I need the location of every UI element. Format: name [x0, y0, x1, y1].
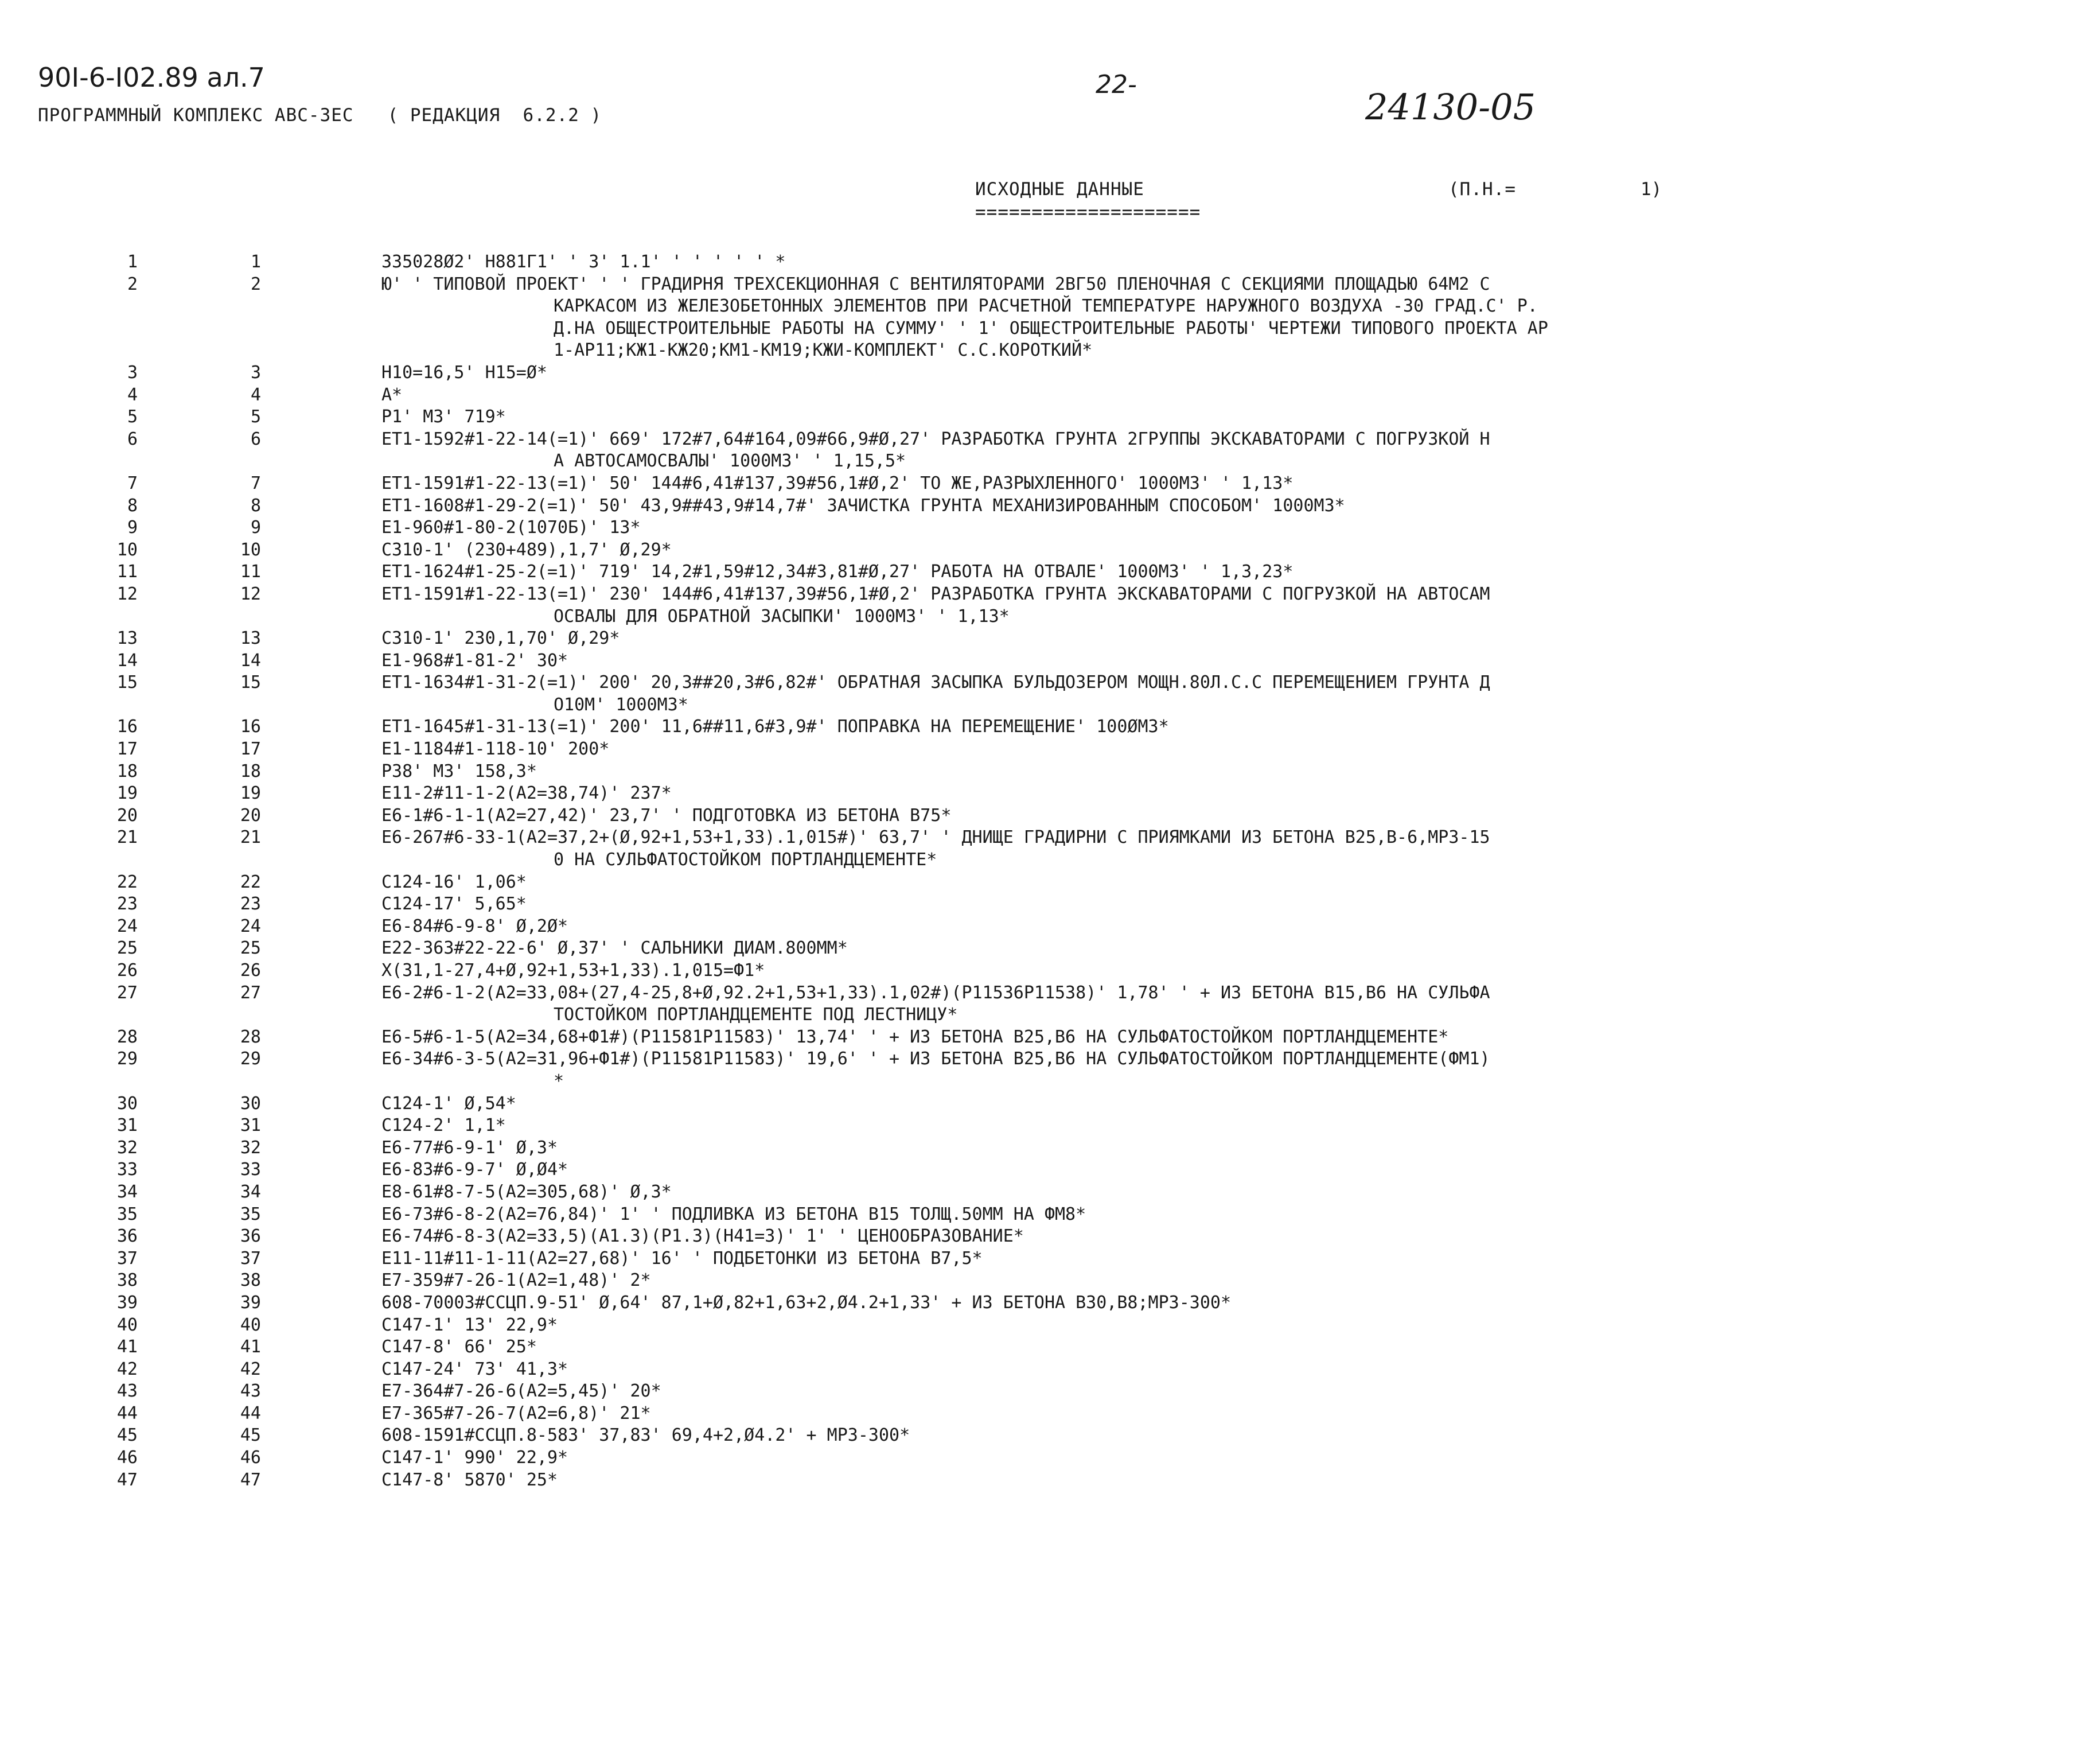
row-content	[381, 783, 2068, 805]
row-text-line: Р38' М3' 158,3*	[381, 761, 537, 781]
row-continuation-line: *	[554, 1071, 564, 1091]
row-content	[381, 1159, 2068, 1181]
row-card-number: 31	[240, 1115, 261, 1136]
listing-row	[0, 1425, 2100, 1447]
row-text-line: Ю' ' ТИПОВОЙ ПРОЕКТ' ' ' ГРАДИРНЯ ТРЕХСЕКЦИОННАЯ С ВЕНТИЛЯТОРАМИ 2ВГ50 ПЛЕНОЧНАЯ С СЕКЦИЯМИ ПЛОЩАДЬЮ 64М2 С	[381, 274, 1490, 294]
page-number-value: 1)	[1641, 179, 1662, 200]
row-text-line: Е6-34#6-3-5(А2=31,96+Ф1#)(Р11581Р11583)' 19,6' ' + ИЗ БЕТОНА В25,В6 НА СУЛЬФАТОСТОЙКОМ ПОРТЛАНДЦЕМЕНТЕ(ФМ1)	[381, 1049, 1490, 1069]
row-card-number: 6	[250, 429, 261, 449]
listing-row	[0, 672, 2100, 716]
row-text-line: Е7-365#7-26-7(А2=6,8)' 21*	[381, 1403, 651, 1423]
listing-row	[0, 584, 2100, 628]
row-card-number: 32	[240, 1137, 261, 1158]
row-sequence-number: 44	[116, 1403, 138, 1423]
row-card-number: 37	[240, 1248, 261, 1269]
row-card-number: 8	[250, 495, 261, 516]
row-content	[381, 1469, 2068, 1492]
row-sequence-number: 40	[116, 1314, 138, 1335]
listing-row	[0, 1181, 2100, 1204]
row-card-number: 40	[240, 1314, 261, 1335]
section-title-underline: ====================	[975, 202, 1201, 223]
listing-row	[0, 1159, 2100, 1181]
listing-row	[0, 274, 2100, 362]
row-text-line: С124-1' Ø,54*	[381, 1093, 516, 1114]
listing-row	[0, 539, 2100, 562]
row-card-number: 20	[240, 805, 261, 826]
listing-row	[0, 1336, 2100, 1359]
row-text-line: Е7-364#7-26-6(А2=5,45)' 20*	[381, 1381, 661, 1402]
listing-row	[0, 251, 2100, 274]
row-sequence-number: 31	[116, 1115, 138, 1136]
row-card-number: 36	[240, 1226, 261, 1247]
row-card-number: 19	[240, 783, 261, 804]
row-text-line: Р1' М3' 719*	[381, 407, 506, 427]
handwritten-stamp: 24130-05	[1365, 86, 1536, 128]
row-text-line: С310-1' 230,1,70' Ø,29*	[381, 628, 620, 649]
row-sequence-number: 18	[116, 761, 138, 781]
row-text-line: С147-1' 990' 22,9*	[381, 1448, 568, 1468]
row-card-number: 5	[250, 407, 261, 427]
row-sequence-number: 32	[116, 1137, 138, 1158]
row-card-number: 17	[240, 739, 261, 760]
row-content	[381, 384, 2068, 407]
listing-row	[0, 827, 2100, 871]
row-continuation-line: ОСВАЛЫ ДЛЯ ОБРАТНОЙ ЗАСЫПКИ' 1000М3' ' 1,13*	[554, 606, 1010, 627]
row-content	[381, 539, 2068, 562]
row-text-line: ЕТ1-1592#1-22-14(=1)' 669' 172#7,64#164,09#66,9#Ø,27' РАЗРАБОТКА ГРУНТА 2ГРУППЫ ЭКСКАВАТОРАМИ С ПОГРУЗКОЙ Н	[381, 429, 1490, 449]
row-card-number: 39	[240, 1292, 261, 1313]
row-content	[381, 1137, 2068, 1160]
row-card-number: 12	[240, 584, 261, 604]
row-sequence-number: 35	[116, 1204, 138, 1224]
row-sequence-number: 15	[116, 672, 138, 693]
row-text-line: Е6-84#6-9-8' Ø,2Ø*	[381, 916, 568, 936]
row-card-number: 25	[240, 938, 261, 959]
listing-row	[0, 783, 2100, 805]
listing-row	[0, 916, 2100, 938]
row-content	[381, 1380, 2068, 1403]
listing-row	[0, 628, 2100, 650]
listing-row	[0, 1292, 2100, 1314]
row-sequence-number: 41	[116, 1337, 138, 1358]
row-card-number: 22	[240, 872, 261, 892]
row-sequence-number: 20	[116, 805, 138, 826]
row-text-line: ЕТ1-1591#1-22-13(=1)' 50' 144#6,41#137,39#56,1#Ø,2' ТО ЖЕ,РАЗРЫХЛЕННОГО' 1000М3' ' 1,13*	[381, 473, 1293, 493]
row-content	[381, 584, 2068, 628]
row-text-line: Е6-83#6-9-7' Ø,Ø4*	[381, 1160, 568, 1180]
listing-row	[0, 429, 2100, 473]
row-sequence-number: 2	[127, 274, 138, 294]
row-card-number: 35	[240, 1204, 261, 1224]
row-sequence-number: 29	[116, 1049, 138, 1069]
row-sequence-number: 9	[127, 518, 138, 538]
row-content	[381, 1425, 2068, 1447]
listing-row	[0, 1314, 2100, 1337]
row-card-number: 16	[240, 717, 261, 737]
row-card-number: 3	[250, 362, 261, 383]
row-content	[381, 1226, 2068, 1248]
document-code: 90I-6-I02.89 ал.7	[38, 62, 265, 93]
listing-row	[0, 1026, 2100, 1049]
row-continuation-line: А АВТОСАМОСВАЛЫ' 1000М3' ' 1,15,5*	[554, 451, 906, 472]
listing-row	[0, 495, 2100, 518]
row-content	[381, 628, 2068, 650]
row-sequence-number: 25	[116, 938, 138, 959]
row-sequence-number: 38	[116, 1270, 138, 1291]
row-card-number: 42	[240, 1359, 261, 1379]
row-content	[381, 805, 2068, 827]
row-sequence-number: 11	[116, 562, 138, 582]
row-content	[381, 517, 2068, 539]
row-text-line: ЕТ1-1645#1-31-13(=1)' 200' 11,6##11,6#3,9#' ПОПРАВКА НА ПЕРЕМЕЩЕНИЕ' 100ØМ3*	[381, 717, 1169, 737]
row-text-line: Е1-960#1-80-2(1070Б)' 13*	[381, 518, 641, 538]
row-card-number: 29	[240, 1049, 261, 1069]
row-card-number: 1	[250, 252, 261, 272]
listing-row	[0, 805, 2100, 827]
row-text-line: Е6-77#6-9-1' Ø,3*	[381, 1137, 558, 1158]
listing-row	[0, 1469, 2100, 1492]
listing-row	[0, 517, 2100, 539]
row-content	[381, 1248, 2068, 1270]
row-content	[381, 1359, 2068, 1381]
row-card-number: 26	[240, 960, 261, 981]
listing-row	[0, 1359, 2100, 1381]
listing-row	[0, 982, 2100, 1026]
row-continuation-line: КАРКАСОМ ИЗ ЖЕЛЕЗОБЕТОННЫХ ЭЛЕМЕНТОВ ПРИ РАСЧЕТНОЙ ТЕМПЕРАТУРЕ НАРУЖНОГО ВОЗДУХА -30 ГРАД.С' Р.	[554, 296, 1538, 317]
row-card-number: 41	[240, 1337, 261, 1358]
listing-row	[0, 1447, 2100, 1469]
row-sequence-number: 28	[116, 1026, 138, 1047]
row-card-number: 43	[240, 1381, 261, 1402]
row-content	[381, 1204, 2068, 1226]
row-text-line: Н10=16,5' Н15=Ø*	[381, 362, 547, 383]
listing-row	[0, 384, 2100, 407]
row-text-line: Е6-2#6-1-2(А2=33,08+(27,4-25,8+Ø,92.2+1,53+1,33).1,02#)(Р11536Р11538)' 1,78' ' + ИЗ БЕТОНА В15,В6 НА СУЛЬФА	[381, 982, 1490, 1003]
row-content	[381, 650, 2068, 672]
row-content	[381, 1115, 2068, 1137]
row-card-number: 14	[240, 650, 261, 671]
row-text-line: ЕТ1-1608#1-29-2(=1)' 50' 43,9##43,9#14,7#' ЗАЧИСТКА ГРУНТА МЕХАНИЗИРОВАННЫМ СПОСОБОМ' 1000М3*	[381, 495, 1345, 516]
row-content	[381, 982, 2068, 1026]
row-sequence-number: 36	[116, 1226, 138, 1247]
section-title: ИСХОДНЫЕ ДАННЫЕ	[975, 179, 1144, 200]
listing-row	[0, 893, 2100, 916]
row-sequence-number: 14	[116, 650, 138, 671]
row-text-line: Е8-61#8-7-5(А2=305,68)' Ø,3*	[381, 1181, 672, 1202]
row-sequence-number: 39	[116, 1292, 138, 1313]
listing-row	[0, 738, 2100, 761]
row-text-line: ЕТ1-1624#1-25-2(=1)' 719' 14,2#1,59#12,34#3,81#Ø,27' РАБОТА НА ОТВАЛЕ' 1000М3' ' 1,3,23*	[381, 562, 1293, 582]
row-text-line: Е1-968#1-81-2' 30*	[381, 650, 568, 671]
row-sequence-number: 4	[127, 384, 138, 405]
row-sequence-number: 47	[116, 1469, 138, 1490]
listing-row	[0, 1204, 2100, 1226]
row-sequence-number: 46	[116, 1448, 138, 1468]
row-card-number: 2	[250, 274, 261, 294]
row-sequence-number: 24	[116, 916, 138, 936]
row-text-line: Е7-359#7-26-1(А2=1,48)' 2*	[381, 1270, 651, 1291]
listing-row	[0, 872, 2100, 894]
row-sequence-number: 3	[127, 362, 138, 383]
row-sequence-number: 43	[116, 1381, 138, 1402]
row-sequence-number: 7	[127, 473, 138, 493]
row-sequence-number: 33	[116, 1160, 138, 1180]
row-content	[381, 872, 2068, 894]
row-content	[381, 1336, 2068, 1359]
sheet-number: 22-	[1096, 70, 1137, 99]
row-sequence-number: 12	[116, 584, 138, 604]
row-text-line: С124-2' 1,1*	[381, 1115, 506, 1136]
row-text-line: Е11-11#11-1-11(А2=27,68)' 16' ' ПОДБЕТОНКИ ИЗ БЕТОНА В7,5*	[381, 1248, 983, 1269]
listing-row	[0, 473, 2100, 495]
row-text-line: 608-70003#ССЦП.9-51' Ø,64' 87,1+Ø,82+1,63+2,Ø4.2+1,33' + ИЗ БЕТОНА В30,В8;МРЗ-300*	[381, 1292, 1232, 1313]
row-sequence-number: 22	[116, 872, 138, 892]
row-continuation-line: 0 НА СУЛЬФАТОСТОЙКОМ ПОРТЛАНДЦЕМЕНТЕ*	[554, 850, 937, 870]
row-card-number: 45	[240, 1425, 261, 1446]
row-continuation-line: ТОСТОЙКОМ ПОРТЛАНДЦЕМЕНТЕ ПОД ЛЕСТНИЦУ*	[554, 1005, 958, 1025]
listing-row	[0, 406, 2100, 429]
row-content	[381, 1181, 2068, 1204]
row-sequence-number: 34	[116, 1181, 138, 1202]
row-content	[381, 429, 2068, 473]
row-content	[381, 1270, 2068, 1292]
row-text-line: Е1-1184#1-118-10' 200*	[381, 739, 610, 760]
row-sequence-number: 19	[116, 783, 138, 804]
row-card-number: 47	[240, 1469, 261, 1490]
listing-row	[0, 1093, 2100, 1115]
row-content	[381, 274, 2068, 362]
row-sequence-number: 1	[127, 252, 138, 272]
row-sequence-number: 8	[127, 495, 138, 516]
row-content	[381, 827, 2068, 871]
row-card-number: 30	[240, 1093, 261, 1114]
row-card-number: 11	[240, 562, 261, 582]
row-content	[381, 1447, 2068, 1469]
row-content	[381, 938, 2068, 960]
row-content	[381, 561, 2068, 584]
row-card-number: 21	[240, 827, 261, 848]
row-content	[381, 251, 2068, 274]
row-content	[381, 916, 2068, 938]
row-sequence-number: 10	[116, 539, 138, 560]
row-continuation-line: О10М' 1000М3*	[554, 694, 688, 715]
row-text-line: 608-1591#ССЦП.8-583' 37,83' 69,4+2,Ø4.2' + МРЗ-300*	[381, 1425, 910, 1446]
row-content	[381, 473, 2068, 495]
listing-row	[0, 1403, 2100, 1425]
row-card-number: 24	[240, 916, 261, 936]
row-card-number: 34	[240, 1181, 261, 1202]
row-sequence-number: 27	[116, 982, 138, 1003]
row-text-line: С124-17' 5,65*	[381, 894, 527, 915]
row-sequence-number: 13	[116, 628, 138, 649]
row-content	[381, 1026, 2068, 1049]
row-sequence-number: 5	[127, 407, 138, 427]
listing-row	[0, 1248, 2100, 1270]
row-content	[381, 1093, 2068, 1115]
row-text-line: С147-1' 13' 22,9*	[381, 1314, 558, 1335]
row-text-line: Е11-2#11-1-2(А2=38,74)' 237*	[381, 783, 672, 804]
row-sequence-number: 45	[116, 1425, 138, 1446]
row-content	[381, 495, 2068, 518]
row-text-line: Х(31,1-27,4+Ø,92+1,53+1,33).1,015=Ф1*	[381, 960, 765, 981]
row-content	[381, 960, 2068, 982]
row-continuation-line: Д.НА ОБЩЕСТРОИТЕЛЬНЫЕ РАБОТЫ НА СУММУ' ' 1' ОБЩЕСТРОИТЕЛЬНЫЕ РАБОТЫ' ЧЕРТЕЖИ ТИПОВОГО ПРОЕКТА АР	[554, 318, 1548, 339]
row-sequence-number: 26	[116, 960, 138, 981]
row-card-number: 33	[240, 1160, 261, 1180]
row-content	[381, 1292, 2068, 1314]
row-content	[381, 716, 2068, 738]
page-number-label: (П.Н.=	[1448, 179, 1516, 200]
row-content	[381, 406, 2068, 429]
listing-row	[0, 650, 2100, 672]
row-text-line: С124-16' 1,06*	[381, 872, 527, 892]
row-text-line: Е6-1#6-1-1(А2=27,42)' 23,7' ' ПОДГОТОВКА ИЗ БЕТОНА В75*	[381, 805, 952, 826]
row-content	[381, 362, 2068, 384]
row-text-line: Е6-267#6-33-1(А2=37,2+(Ø,92+1,53+1,33).1,015#)' 63,7' ' ДНИЩЕ ГРАДИРНИ С ПРИЯМКАМИ ИЗ БЕТОНА В25,В-6,МРЗ-15	[381, 827, 1490, 848]
row-sequence-number: 23	[116, 894, 138, 915]
listing-row	[0, 960, 2100, 982]
listing-row	[0, 1115, 2100, 1137]
row-continuation-line: 1-АР11;КЖ1-КЖ20;КМ1-КМ19;КЖИ-КОМПЛЕКТ' С.С.КОРОТКИЙ*	[554, 340, 1093, 361]
row-text-line: 335028Ø2' Н881Г1' ' 3' 1.1' ' ' ' ' ' *	[381, 252, 786, 272]
row-text-line: ЕТ1-1591#1-22-13(=1)' 230' 144#6,41#137,39#56,1#Ø,2' РАЗРАБОТКА ГРУНТА ЭКСКАВАТОРАМИ С ПОГРУЗКОЙ НА АВТОСАМ	[381, 584, 1490, 604]
row-content	[381, 1048, 2068, 1092]
row-text-line: С147-24' 73' 41,3*	[381, 1359, 568, 1379]
row-content	[381, 1403, 2068, 1425]
row-card-number: 23	[240, 894, 261, 915]
row-sequence-number: 42	[116, 1359, 138, 1379]
row-card-number: 27	[240, 982, 261, 1003]
listing-row	[0, 1270, 2100, 1292]
row-sequence-number: 21	[116, 827, 138, 848]
row-card-number: 13	[240, 628, 261, 649]
row-card-number: 46	[240, 1448, 261, 1468]
listing-row	[0, 716, 2100, 738]
program-complex-line: ПРОГРАММНЫЙ КОМПЛЕКС АВС-ЗЕС ( РЕДАКЦИЯ 6.2.2 )	[38, 105, 602, 126]
listing-row	[0, 1048, 2100, 1092]
row-sequence-number: 30	[116, 1093, 138, 1114]
listing-row	[0, 1380, 2100, 1403]
row-content	[381, 1314, 2068, 1337]
row-content	[381, 893, 2068, 916]
row-sequence-number: 17	[116, 739, 138, 760]
row-card-number: 4	[250, 384, 261, 405]
input-data-listing	[0, 251, 2100, 1491]
row-card-number: 9	[250, 518, 261, 538]
row-content	[381, 761, 2068, 783]
row-content	[381, 672, 2068, 716]
row-card-number: 38	[240, 1270, 261, 1291]
listing-row	[0, 561, 2100, 584]
listing-row	[0, 1226, 2100, 1248]
row-card-number: 44	[240, 1403, 261, 1423]
row-text-line: Е6-73#6-8-2(А2=76,84)' 1' ' ПОДЛИВКА ИЗ БЕТОНА В15 ТОЛЩ.50ММ НА ФМ8*	[381, 1204, 1086, 1224]
row-text-line: С147-8' 5870' 25*	[381, 1469, 558, 1490]
row-text-line: ЕТ1-1634#1-31-2(=1)' 200' 20,3##20,3#6,82#' ОБРАТНАЯ ЗАСЫПКА БУЛЬДОЗЕРОМ МОЩН.80Л.С.С ПЕРЕМЕЩЕНИЕМ ГРУНТА Д	[381, 672, 1490, 693]
listing-row	[0, 761, 2100, 783]
listing-row	[0, 938, 2100, 960]
row-content	[381, 738, 2068, 761]
row-text-line: С147-8' 66' 25*	[381, 1337, 537, 1358]
row-text-line: Е22-363#22-22-6' Ø,37' ' САЛЬНИКИ ДИАМ.800ММ*	[381, 938, 848, 959]
row-card-number: 18	[240, 761, 261, 781]
row-text-line: С310-1' (230+489),1,7' Ø,29*	[381, 539, 672, 560]
row-text-line: А*	[381, 384, 403, 405]
row-card-number: 28	[240, 1026, 261, 1047]
listing-row	[0, 362, 2100, 384]
row-card-number: 10	[240, 539, 261, 560]
row-sequence-number: 37	[116, 1248, 138, 1269]
listing-row	[0, 1137, 2100, 1160]
row-card-number: 15	[240, 672, 261, 693]
row-sequence-number: 16	[116, 717, 138, 737]
row-card-number: 7	[250, 473, 261, 493]
row-sequence-number: 6	[127, 429, 138, 449]
row-text-line: Е6-5#6-1-5(А2=34,68+Ф1#)(Р11581Р11583)' 13,74' ' + ИЗ БЕТОНА В25,В6 НА СУЛЬФАТОСТОЙКОМ ПОРТЛАНДЦЕМЕНТЕ*	[381, 1026, 1449, 1047]
row-text-line: Е6-74#6-8-3(А2=33,5)(А1.3)(Р1.3)(Н41=3)' 1' ' ЦЕНООБРАЗОВАНИЕ*	[381, 1226, 1024, 1247]
